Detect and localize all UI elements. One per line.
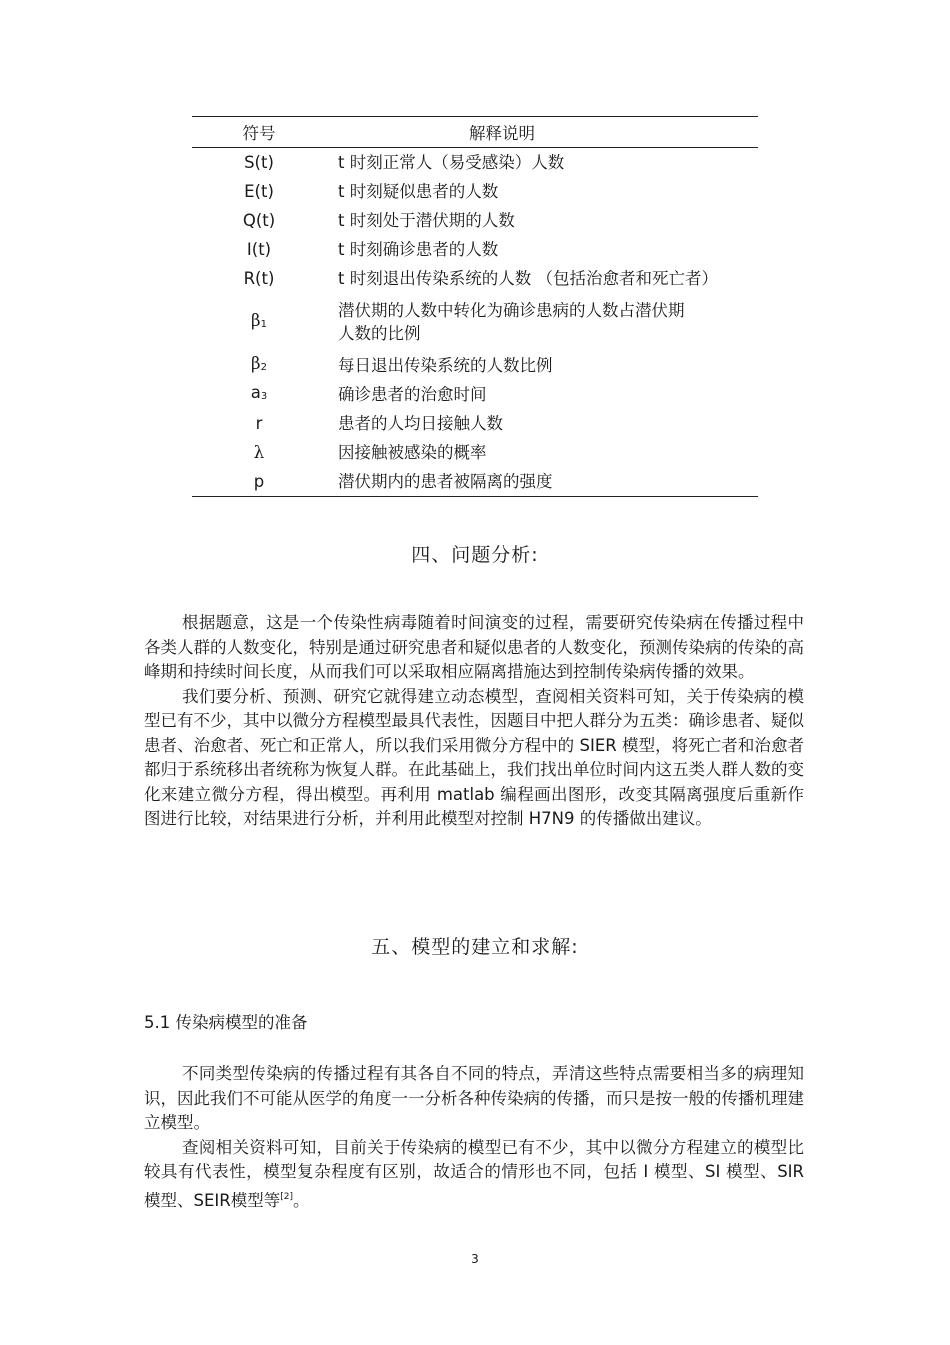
symbol-cell: I(t) <box>246 240 272 259</box>
explanation-cell: t 时刻处于潜伏期的人数 <box>338 211 515 230</box>
symbol-cell: Q(t) <box>242 211 276 230</box>
header-explanation: 解释说明 <box>326 117 758 148</box>
table-row <box>192 235 758 264</box>
symbol-greek: β <box>251 354 261 373</box>
table-row <box>192 467 758 497</box>
explanation-cell: t 时刻疑似患者的人数 <box>338 182 499 201</box>
symbol-letter: a <box>250 383 261 402</box>
page-number: 3 <box>471 1252 479 1266</box>
symbol-cell <box>192 380 326 409</box>
paragraph: 不同类型传染病的传播过程有其各自不同的特点，弄清这些特点需要相当多的病理知识，因此我们不可能从医学的角度一一分析各种传染病的传播，而只是按一般的传播机理建立模型。 <box>144 1064 804 1132</box>
paragraph <box>144 1136 804 1214</box>
symbol-greek: β <box>251 310 261 330</box>
table-row <box>192 351 758 380</box>
paragraph: 我们要分析、预测、研究它就得建立动态模型，查阅相关资料可知，关于传染病的模型已有不少，其中以微分方程模型最具代表性，因题目中把人群分为五类：确诊患者、疑似患者、治愈者、死亡和正常人，所以我们采用微分方程中的 SIER 模型，将死亡者和治愈者都归于系统移出者统称为恢复人群。在此基础上，我们找出单位时间内这五类人群人数的变化来建立微分方程，得出模型。再利用 matlab 编程画出图形，改变其隔离强度后重新作图进行比较，对结果进行分析，并利用此模型对控制 H7N9 的传播做出建议。 <box>144 686 804 828</box>
explanation-cell: 因接触被感染的概率 <box>338 443 487 462</box>
header-symbol: 符号 <box>192 117 326 148</box>
symbol-subscript: 3 <box>260 391 268 402</box>
table-header-row <box>192 117 758 148</box>
section5-body <box>144 1062 804 1213</box>
table-row <box>192 380 758 409</box>
symbol-cell: E(t) <box>244 182 274 201</box>
explanation-cell: t 时刻退出传染系统的人数 （包括治愈者和死亡者） <box>338 269 718 288</box>
symbol-subscript: 1 <box>260 318 267 330</box>
symbol-cell: p <box>192 467 326 497</box>
citation-ref[interactable]: [2] <box>280 1191 293 1202</box>
symbol-subscript: 2 <box>260 362 267 373</box>
paragraph-end: 。 <box>292 1190 310 1210</box>
explanation-cell: t 时刻确诊患者的人数 <box>338 240 499 259</box>
paragraph: 根据题意，这是一个传染性病毒随着时间演变的过程，需要研究传染病在传播过程中各类人群的人数变化，特别是通过研究患者和疑似患者的人数变化，预测传染病的传染的高峰期和持续时间长度，从而我们可以采取相应隔离措施达到控制传染病传播的效果。 <box>144 613 804 681</box>
explanation-cell: 潜伏期内的患者被隔离的强度 <box>326 467 758 497</box>
explanation-cell: t 时刻正常人（易受感染）人数 <box>338 153 565 172</box>
explanation-cell: 患者的人均日接触人数 <box>338 414 503 433</box>
symbol-cell: λ <box>253 443 265 462</box>
symbol-cell <box>192 293 326 351</box>
explanation-cell: 确诊患者的治愈时间 <box>338 385 487 404</box>
table-row <box>192 177 758 206</box>
paragraph-text: 查阅相关资料可知，目前关于传染病的模型已有不少，其中以微分方程建立的模型比较具有代表性，模型复杂程度有区别，故适合的情形也不同，包括 I 模型、SI 模型、SIR 模型、SEIR模型等 <box>144 1137 804 1210</box>
table-row <box>192 148 758 178</box>
explanation-cell: 每日退出传染系统的人数比例 <box>338 356 553 375</box>
section-heading: 四、问题分析: <box>411 544 539 566</box>
symbol-cell <box>192 351 326 380</box>
table-row <box>192 409 758 438</box>
table-row <box>192 438 758 467</box>
subsection-heading: 5.1 传染病模型的准备 <box>144 1013 308 1032</box>
explanation-line: 潜伏期的人数中转化为确诊患病的人数占潜伏期 <box>338 301 685 320</box>
symbol-table <box>192 116 758 497</box>
table-row <box>192 293 758 351</box>
table-row <box>192 206 758 235</box>
symbol-cell: S(t) <box>244 153 274 172</box>
symbol-cell: R(t) <box>243 269 275 288</box>
explanation-cell <box>326 293 758 351</box>
table-row <box>192 264 758 293</box>
symbol-cell: r <box>255 414 263 433</box>
section4-body <box>144 611 804 832</box>
section-heading: 五、模型的建立和求解: <box>371 936 579 958</box>
explanation-line: 人数的比例 <box>338 324 421 343</box>
